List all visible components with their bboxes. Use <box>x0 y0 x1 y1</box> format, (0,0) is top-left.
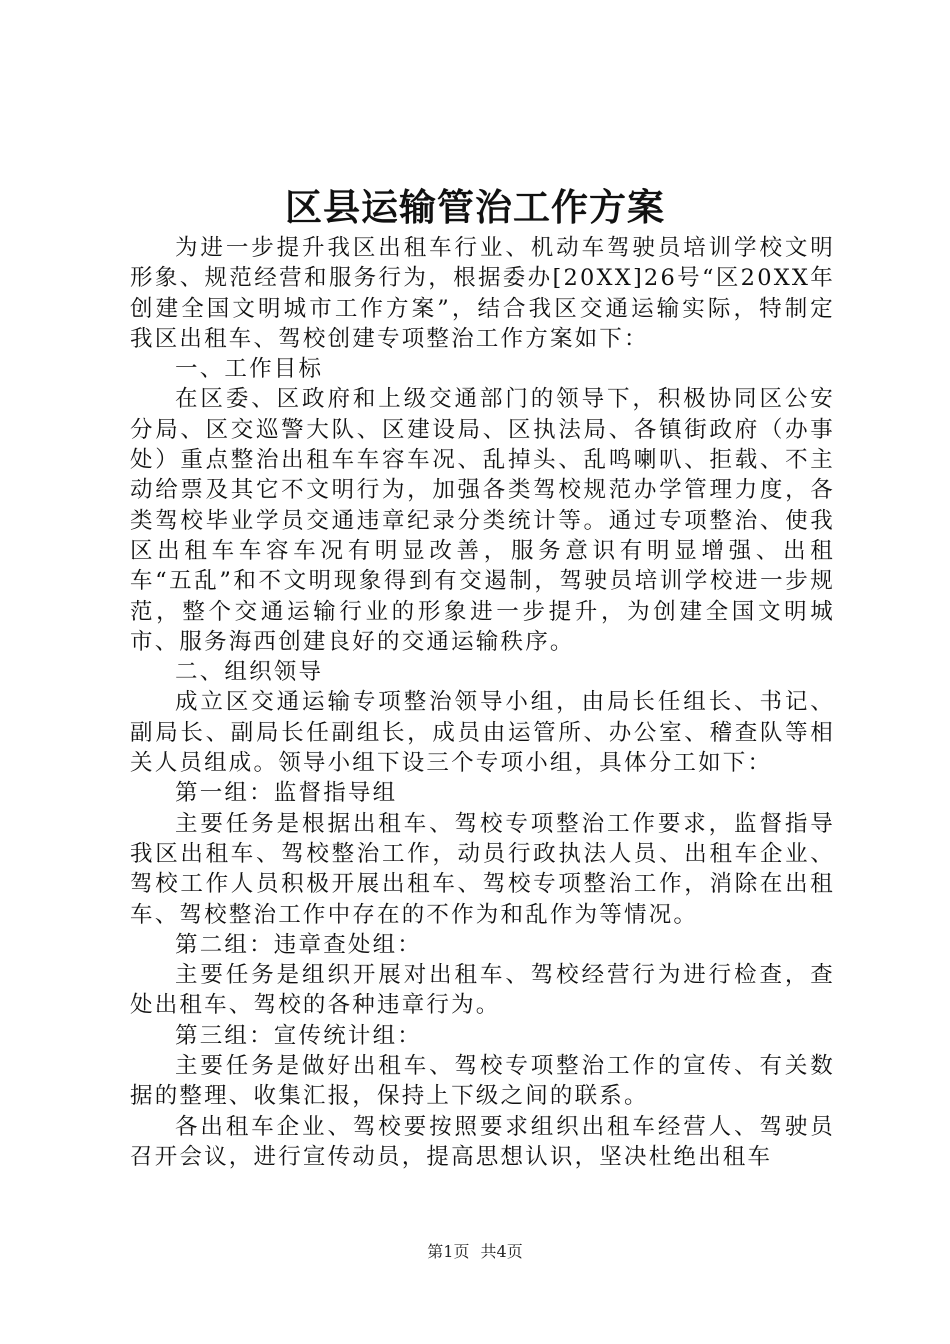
paragraph-group-two: 主要任务是组织开展对出租车、驾校经营行为进行检查，查处出租车、驾校的各种违章行为。 <box>130 962 835 1019</box>
page-footer <box>0 1240 950 1264</box>
heading-work-goal: 一、工作目标 <box>175 356 324 383</box>
paragraph-group-one: 主要任务是根据出租车、驾校专项整治工作要求，监督指导我区出租车、驾校整治工作，动员行政执法人员、出租车企业、驾校工作人员积极开展出租车、驾校专项整治工作，消除在出租车、驾校整治工作中存在的不作为和乱作为等情况。 <box>130 810 835 928</box>
document-title: 区县运输管治工作方案 <box>285 185 665 229</box>
paragraph-group-three: 主要任务是做好出租车、驾校专项整治工作的宣传、有关数据的整理、收集汇报，保持上下级之间的联系。 <box>130 1053 835 1110</box>
heading-group-three: 第三组：宣传统计组： <box>175 1022 423 1049</box>
heading-group-one: 第一组：监督指导组 <box>175 780 398 807</box>
paragraph-organization: 成立区交通运输专项整治领导小组，由局长任组长、书记、副局长、副局长任副组长，成员由运管所、办公室、稽查队等相关人员组成。领导小组下设三个专项小组，具体分工如下： <box>130 689 835 777</box>
paragraph-intro: 为进一步提升我区出租车行业、机动车驾驶员培训学校文明形象、规范经营和服务行为，根据委办[20XX]26号“区20XX年创建全国文明城市工作方案”，结合我区交通运输实际，特制定我区出租车、驾校创建专项整治工作方案如下： <box>130 235 835 352</box>
heading-organization: 二、组织领导 <box>175 659 324 686</box>
page-total: 共4页 <box>480 1242 523 1261</box>
paragraph-closing: 各出租车企业、驾校要按照要求组织出租车经营人、驾驶员召开会议，进行宣传动员，提高思想认识，坚决杜绝出租车 <box>130 1113 835 1170</box>
page-number: 第1页 <box>427 1242 470 1261</box>
document-body <box>130 233 835 1172</box>
paragraph-work-goal: 在区委、区政府和上级交通部门的领导下，积极协同区公安分局、区交巡警大队、区建设局、区执法局、各镇街政府（办事处）重点整治出租车车容车况、乱掉头、乱鸣喇叭、拒载、不主动给票及其它不文明行为，加强各类驾校规范办学管理力度，各类驾校毕业学员交通违章纪录分类统计等。通过专项整治、使我区出租车车容车况有明显改善，服务意识有明显增强、出租车“五乱”和不文明现象得到有交遏制，驾驶员培训学校进一步规范，整个交通运输行业的形象进一步提升，为创建全国文明城市、服务海西创建良好的交通运输秩序。 <box>130 386 835 655</box>
heading-group-two: 第二组：违章查处组： <box>175 931 423 958</box>
